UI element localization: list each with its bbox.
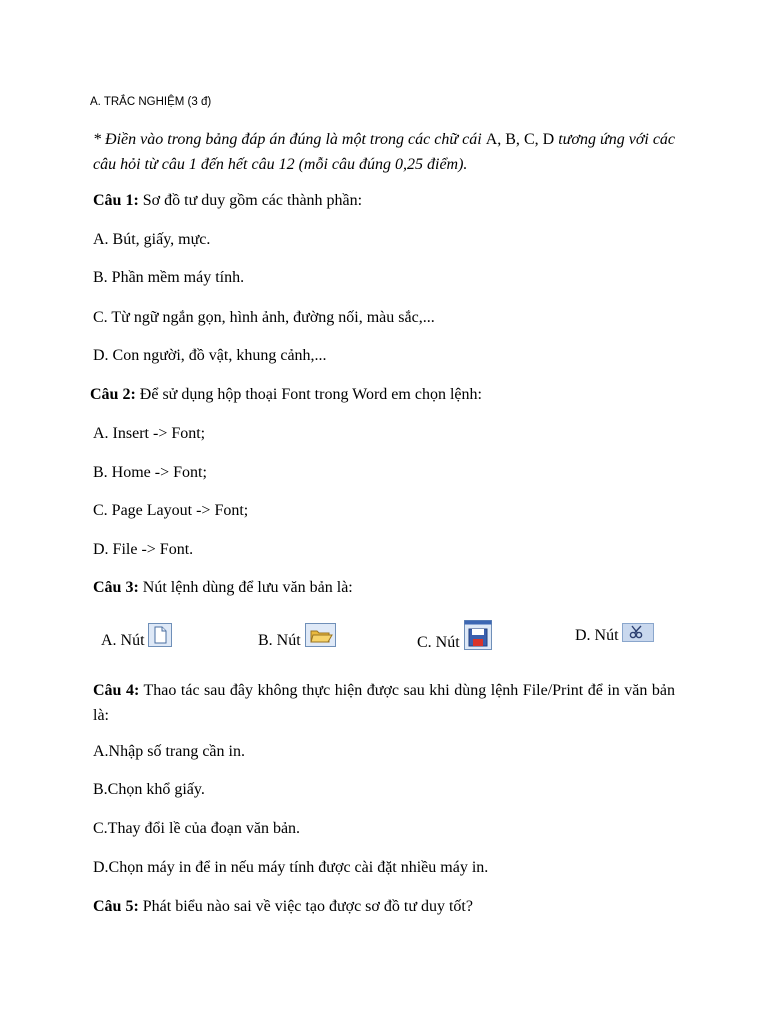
question-3-option-d-label: D. Nút [575, 627, 619, 644]
question-3-option-c-label: C. Nút [417, 634, 460, 651]
question-2-option-c: C. Page Layout -> Font; [93, 502, 249, 519]
question-2-option-b: B. Home -> Font; [93, 464, 207, 481]
question-2 [90, 385, 482, 405]
question-1-option-b: B. Phần mềm máy tính. [93, 269, 245, 286]
question-1-option-d: D. Con người, đồ vật, khung cảnh,... [93, 347, 327, 364]
question-2-text: Để sử dụng hộp thoại Font trong Word em chọn lệnh: [139, 386, 482, 403]
question-1-label: Câu 1: [93, 192, 139, 209]
new-document-icon [148, 623, 172, 647]
question-4-option-d: D.Chọn máy in để in nếu máy tính được cài đặt nhiều máy in. [93, 859, 489, 876]
question-4-option-a: A.Nhập số trang cần in. [93, 743, 245, 760]
instructions-letters: A, B, C, D [485, 131, 555, 148]
question-4-option-b: B.Chọn khổ giấy. [93, 781, 205, 798]
question-3-option-d [575, 626, 619, 646]
save-floppy-icon [464, 620, 492, 650]
instructions-part2: tương ứng với các câu hỏi từ câu 1 đến hết câu 12 (mỗi câu đúng 0,25 điểm). [93, 131, 676, 173]
question-1-option-c: C. Từ ngữ ngắn gọn, hình ảnh, đường nối, màu sắc,... [93, 309, 435, 326]
question-2-label: Câu 2: [90, 386, 136, 403]
question-3-option-b [258, 631, 301, 651]
question-4 [93, 678, 675, 728]
question-3-option-a [101, 631, 145, 651]
question-5-label: Câu 5: [93, 898, 139, 915]
question-4-text: Thao tác sau đây không thực hiện được sau khi dùng lệnh File/Print để in văn bản là: [93, 682, 676, 724]
open-folder-icon [305, 623, 336, 647]
question-1-option-a: A. Bút, giấy, mực. [93, 231, 211, 248]
instructions-part1: * Điền vào trong bảng đáp án đúng là một trong các chữ cái [93, 131, 482, 148]
question-3-label: Câu 3: [93, 579, 139, 596]
question-4-label: Câu 4: [93, 682, 140, 699]
question-4-option-c: C.Thay đổi lề của đoạn văn bản. [93, 820, 301, 837]
question-3-option-c [417, 633, 460, 653]
question-1-text: Sơ đồ tư duy gồm các thành phần: [142, 192, 363, 209]
question-5-text: Phát biểu nào sai về việc tạo được sơ đồ tư duy tốt? [142, 898, 473, 915]
question-3-option-b-label: B. Nút [258, 632, 301, 649]
question-2-option-a: A. Insert -> Font; [93, 425, 206, 442]
question-3-option-a-label: A. Nút [101, 632, 145, 649]
question-1 [93, 191, 362, 211]
section-title: A. TRẮC NGHIỆM (3 đ) [90, 96, 212, 108]
cut-scissors-icon [622, 623, 654, 642]
question-2-option-d: D. File -> Font. [93, 541, 194, 558]
question-5 [93, 897, 473, 917]
question-3 [93, 578, 353, 598]
question-3-text: Nút lệnh dùng để lưu văn bản là: [142, 579, 353, 596]
instructions [93, 127, 675, 177]
